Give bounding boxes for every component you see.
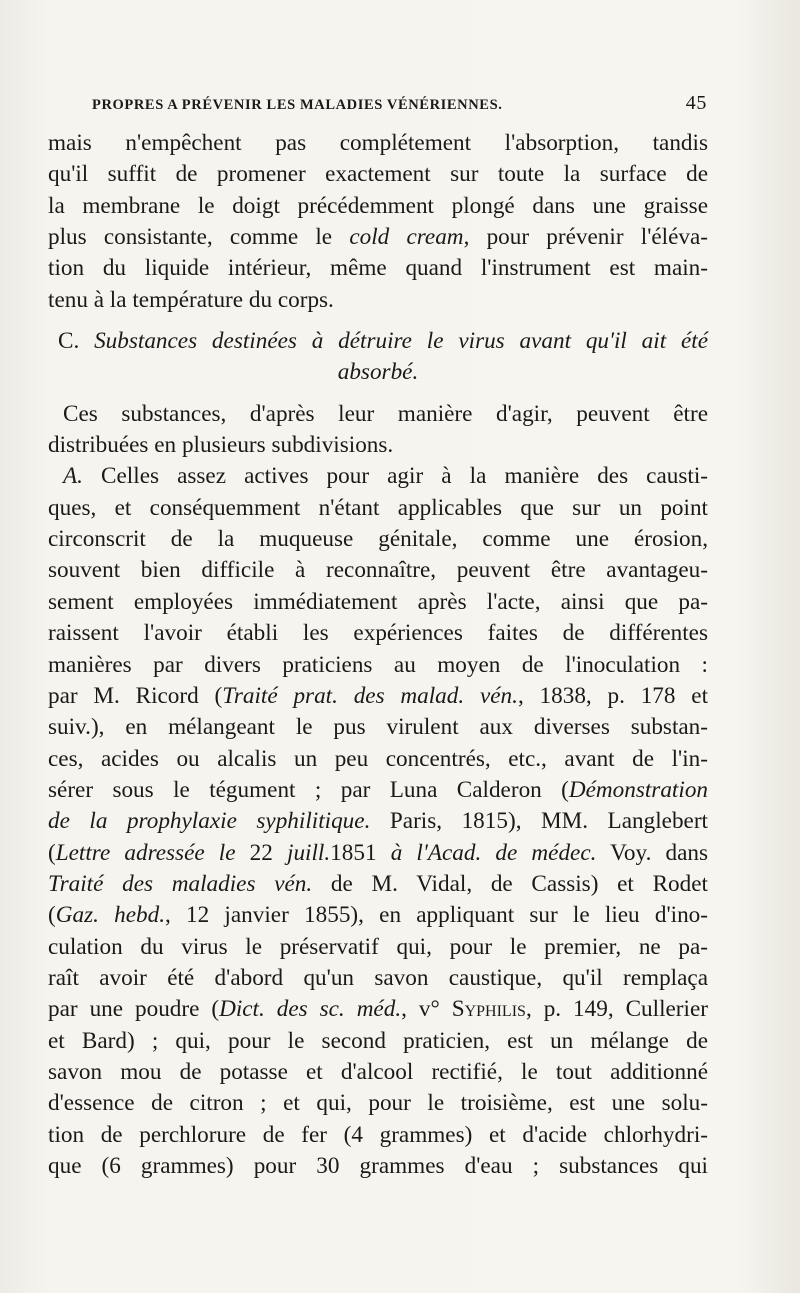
text-line: raît avoir été d'abord qu'un savon caustique, qu'il remplaça [48, 964, 708, 991]
italic-run: Lettre adressée le [55, 839, 250, 866]
text-run: , v° [401, 996, 452, 1023]
text-line: manières par divers praticiens au moyen de l'inoculation : [48, 651, 708, 678]
italic-run: Traité prat. des malad. vén. [222, 682, 518, 709]
text-run: par M. Ricord ( [48, 682, 223, 709]
section-heading [48, 326, 708, 357]
italic-run: cold cream [349, 224, 464, 251]
italic-run: de la prophylaxie syphilitique. [48, 808, 371, 835]
text-line: sement employées immédiatement après l'acte, ainsi que pa- [48, 588, 708, 615]
text-line [48, 838, 708, 869]
text-line: d'essence de citron ; et qui, pour le troisième, est une solu- [48, 1090, 708, 1117]
text-line [48, 681, 708, 712]
text-run: , 1838, p. 178 et [517, 682, 709, 709]
text-line: et Bard) ; qui, pour le second praticien, est un mélange de [48, 1027, 708, 1054]
running-title: PROPRES A PRÉVENIR LES MALADIES VÉNÉRIENNES. [92, 97, 503, 113]
text-line [48, 461, 708, 492]
text-line [48, 222, 708, 253]
italic-run: à l'Acad. de médec. [390, 839, 597, 866]
page-number: 45 [685, 92, 707, 114]
text-line: raissent l'avoir établi les expériences faites de différentes [48, 620, 708, 647]
italic-run: Traité des maladies vén. [48, 870, 313, 897]
text-run: , p. 149, Cullerier [525, 996, 708, 1023]
text-line: circonscrit de la muqueuse génitale, comme une érosion, [48, 526, 708, 553]
text-line: tion du liquide intérieur, même quand l'instrument est main- [48, 255, 708, 282]
text-line [48, 869, 708, 900]
text-line: tenu à la température du corps. [48, 286, 334, 313]
section-heading-cont: absorbé. [337, 359, 419, 386]
text-run: de M. Vidal, de Cassis) et Rodet [312, 870, 708, 897]
italic-run: Gaz. hebd. [55, 902, 165, 929]
section-title-text: Substances destinées à détruire le virus avant qu'il ait été [94, 328, 708, 355]
text-line [48, 994, 708, 1025]
text-run: par une poudre ( [48, 996, 220, 1023]
text-line: suiv.), en mélangeant le pus virulent aux diverses substan- [48, 714, 708, 741]
italic-run: Démonstration [568, 776, 708, 803]
text-line: Ces substances, d'après leur manière d'agir, peuvent être [63, 400, 708, 427]
text-run: 22 [249, 839, 287, 866]
text-run: sérer sous le tégument ; par Luna Calderon ( [48, 776, 569, 803]
text-line: tion de perchlorure de fer (4 grammes) et d'acide chlorhydri- [48, 1121, 708, 1148]
text-run: , pour prévenir l'éléva- [463, 224, 709, 251]
section-gap [48, 389, 708, 399]
text-run: Celles assez actives pour agir à la manière des causti- [82, 463, 708, 490]
text-run: Voy. dans [596, 839, 709, 866]
text-line: distribuées en plusieurs subdivisions. [48, 432, 394, 459]
page-header [92, 92, 707, 122]
text-run: ( [48, 839, 56, 866]
text-run: , 12 janvier 1855), en appliquant sur le lieu d'ino- [165, 902, 708, 929]
text-line: qu'il suffit de promener exactement sur toute la surface de [48, 161, 708, 188]
text-line: ques, et conséquemment n'étant applicables que sur un point [48, 494, 708, 521]
small-caps-run: Syphilis [451, 996, 526, 1023]
text-line: savon mou de potasse et d'alcool rectifié, le tout additionné [48, 1058, 708, 1085]
section-gap [48, 316, 708, 326]
text-line: souvent bien difficile à reconnaître, peuvent être avantageu- [48, 557, 708, 584]
text-line [48, 775, 708, 806]
body-text [48, 128, 708, 1182]
text-line [48, 806, 708, 837]
italic-run: juill. [287, 839, 331, 866]
text-line [48, 900, 708, 931]
subsection-letter: A. [63, 463, 83, 490]
text-line: culation du virus le préservatif qui, pour le premier, ne pa- [48, 933, 708, 960]
text-run: 1851 [330, 839, 391, 866]
text-run: ( [48, 902, 56, 929]
italic-run: Dict. des sc. méd. [219, 996, 402, 1023]
text-line: ces, acides ou alcalis un peu concentrés, etc., avant de l'in- [48, 745, 708, 772]
text-line: mais n'empêchent pas complétement l'absorption, tandis [48, 130, 708, 156]
text-run: plus consistante, comme le [48, 224, 350, 251]
text-run: Paris, 1815), MM. Langlebert [370, 808, 708, 835]
text-line: que (6 grammes) pour 30 grammes d'eau ; substances qui [48, 1153, 708, 1179]
section-letter: C. [58, 328, 95, 355]
text-line: la membrane le doigt précédemment plongé dans une graisse [48, 192, 708, 219]
